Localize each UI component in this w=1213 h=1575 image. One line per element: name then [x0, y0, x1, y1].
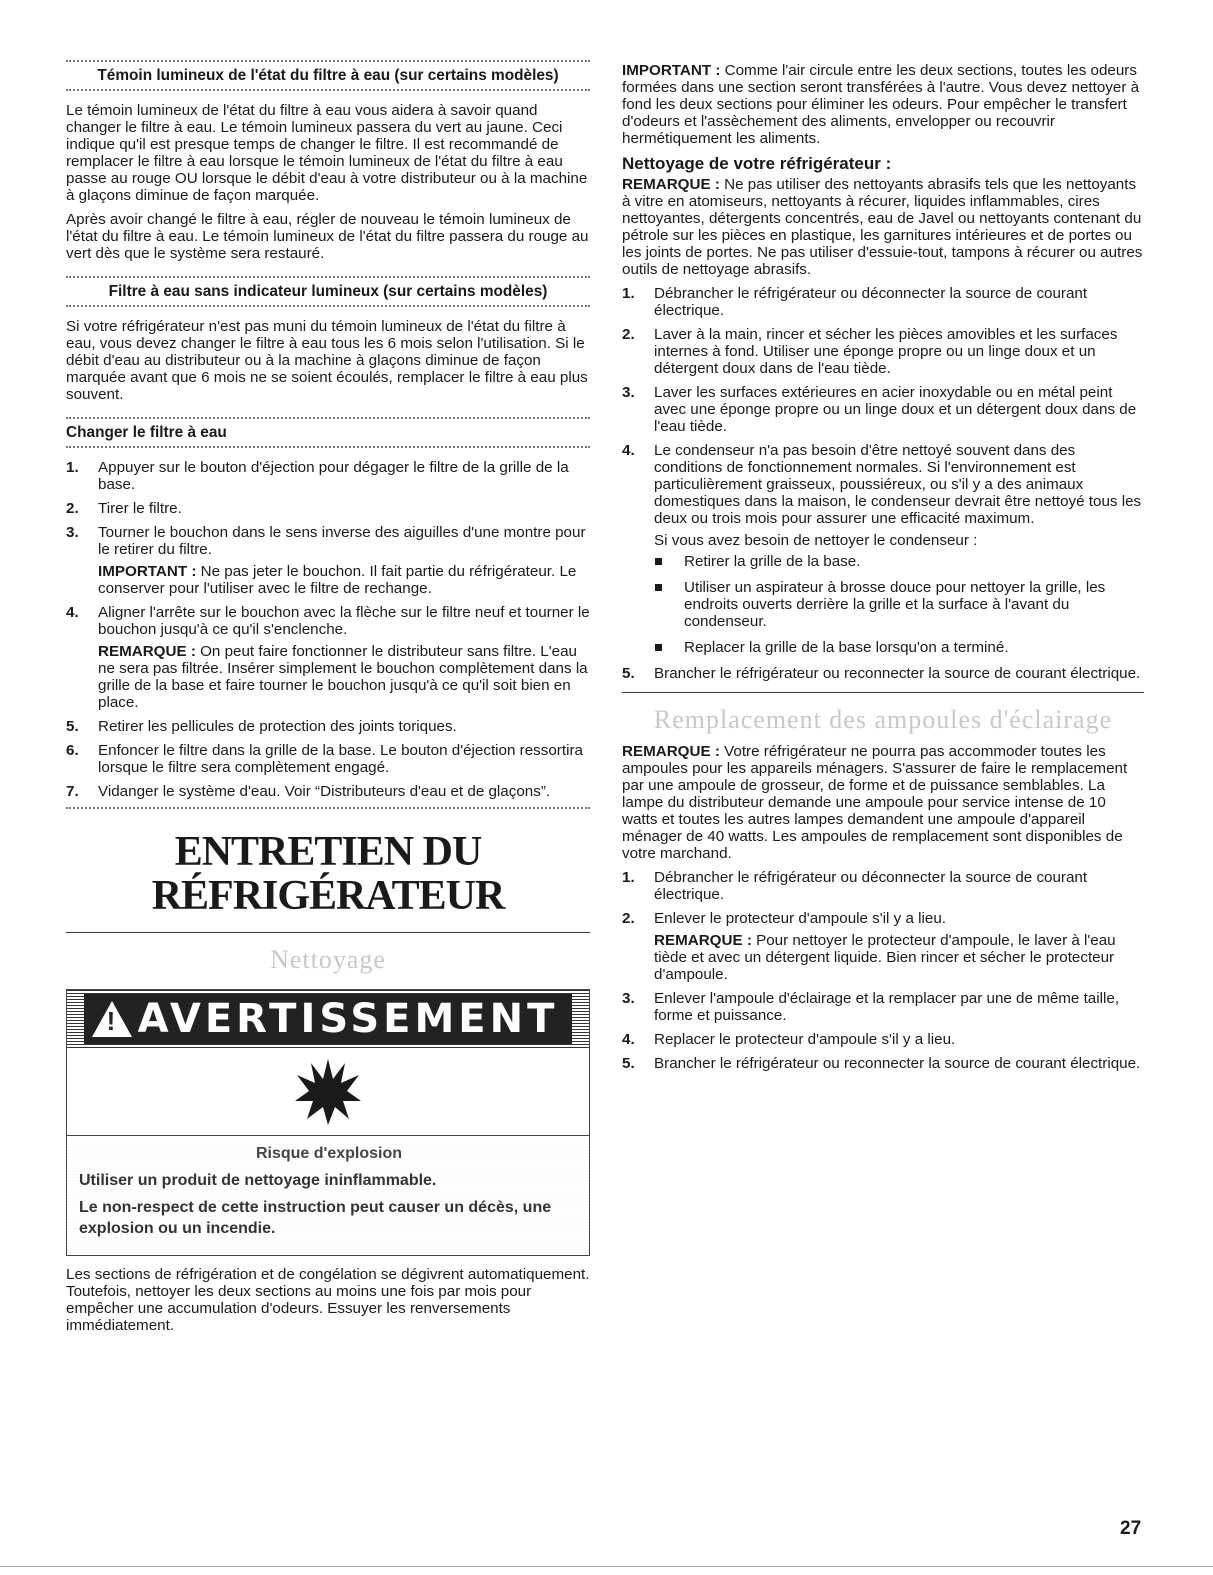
list-item — [66, 718, 590, 735]
warning-banner-text: AVERTISSEMENT — [137, 996, 559, 1042]
step-number: 4. — [622, 442, 635, 459]
divider — [622, 692, 1144, 693]
step-text: Tirer le filtre. — [98, 500, 182, 517]
list-item — [622, 869, 1144, 903]
step-text: Brancher le réfrigérateur ou reconnecter la source de courant électrique. — [654, 665, 1141, 682]
step-number: 7. — [66, 783, 79, 800]
step-number: 2. — [622, 910, 635, 927]
step-sub: Si vous avez besoin de nettoyer le condenseur : — [654, 532, 978, 549]
section-sans-indicateur — [66, 276, 590, 403]
step-number: 5. — [622, 665, 635, 682]
paragraph: Les sections de réfrigération et de congélation se dégivrent automatiquement. Toutefois, nettoyer les deux sections au moins une fois par mois pour empêcher une accumulation d'odeurs. Essuyer les renversements immédiatement. — [66, 1266, 590, 1334]
title-line-2: RÉFRIGÉRATEUR — [151, 873, 505, 919]
note-label: IMPORTANT : — [98, 563, 197, 580]
bullet-item: Retirer la grille de la base. — [654, 553, 1144, 570]
page-number: 27 — [1120, 1518, 1142, 1539]
section-changer — [66, 417, 590, 810]
step-text: Débrancher le réfrigérateur ou déconnecter la source de courant électrique. — [654, 285, 1088, 319]
ampoules-steps — [622, 869, 1144, 1072]
paragraph: Si votre réfrigérateur n'est pas muni du témoin lumineux de l'état du filtre à eau, vous devez changer le filtre à eau tous les 6 mois selon l'utilisation. Si le débit d'eau au distributeur ou à la machine à glaçons diminue de façon marquée avant que 6 mois ne se soient écoulés, remplacer le filtre à eau plus souvent. — [66, 318, 588, 403]
paragraph — [622, 62, 1144, 147]
changer-steps — [66, 459, 590, 800]
divider — [66, 305, 590, 308]
changer-heading: Changer le filtre à eau — [66, 424, 227, 441]
remarque-label: REMARQUE : — [622, 743, 720, 760]
step-number: 5. — [622, 1055, 635, 1072]
important-text: Comme l'air circule entre les deux sections, toutes les odeurs formées dans une section seront transférées à l'autre. Vous devez nettoyer à fond les deux sections pour éliminer les odeurs. Pour empêcher le transfert d'odeurs et l'assèchement des aliments, envelopper ou recouvrir hermétiquement les aliments. — [622, 62, 1140, 147]
list-item — [622, 1031, 1144, 1048]
list-item — [66, 783, 590, 800]
bullet-item: Utiliser un aspirateur à brosse douce pour nettoyer la grille, les endroits ouverts derrière la grille et la surface à l'avant du condenseur. — [654, 579, 1144, 630]
paragraph — [622, 743, 1144, 862]
paragraph: Après avoir changé le filtre à eau, régler de nouveau le témoin lumineux de l'état du filtre à eau. Le témoin lumineux de l'état du filtre passera du rouge au vert dès que le système sera restauré. — [66, 211, 589, 262]
list-item — [66, 500, 590, 517]
step-number: 5. — [66, 718, 79, 735]
step-text: Retirer les pellicules de protection des joints toriques. — [98, 718, 457, 735]
step-number: 4. — [66, 604, 79, 621]
step-text: Le condenseur n'a pas besoin d'être nettoyé souvent dans des conditions de fonctionnement normales. Si l'environnement est particulièrement graisseux, poussiéreux, ou s'il y a des animaux domestiques dans la maison, le condenseur devrait être nettoyé tous les deux ou trois mois pour assurer une efficacité maximum. — [654, 442, 1142, 527]
condenseur-bullets — [654, 553, 1144, 656]
section-temoin — [66, 60, 590, 262]
step-number: 6. — [66, 742, 79, 759]
step-number: 3. — [622, 384, 635, 401]
step-text: Brancher le réfrigérateur ou reconnecter la source de courant électrique. — [654, 1055, 1141, 1072]
step-text: Enlever le protecteur d'ampoule s'il y a lieu. — [654, 910, 946, 927]
warning-body — [67, 1136, 589, 1255]
warning-banner-inner — [84, 994, 573, 1044]
nettoyage-title: Nettoyage — [270, 945, 386, 974]
section-title — [66, 830, 590, 918]
remarque-label: REMARQUE : — [622, 176, 720, 193]
step-text: Laver à la main, rincer et sécher les pièces amovibles et les surfaces internes à fond. Utiliser une éponge propre ou un linge doux et un détergent doux dans de l'eau tiède. — [654, 326, 1118, 377]
remarque-text: Ne pas utiliser des nettoyants abrasifs tels que les nettoyants à vitre en atomiseurs, nettoyants à récurer, liquides inflammables, cires nettoyantes, détergents concentrés, eau de Javel ou nettoyants contenant du pétrole sur les pièces en plastique, les garnitures intérieures et de portes ou les joints de portes. Ne pas utiliser d'essuie-tout, tampons à récurer ou autres outils de nettoyage abrasifs. — [622, 176, 1143, 278]
list-item — [622, 910, 1144, 983]
temoin-heading: Témoin lumineux de l'état du filtre à eau (sur certains modèles) — [97, 67, 559, 84]
step-text: Laver les surfaces extérieures en acier inoxydable ou en métal peint avec une éponge propre ou un linge doux et un détergent doux dans de l'eau tiède. — [654, 384, 1137, 435]
divider — [66, 807, 590, 810]
list-item — [622, 665, 1144, 682]
list-item — [66, 459, 590, 493]
left-column — [66, 60, 590, 1341]
step-text: Aligner l'arrête sur le bouchon avec la flèche sur le filtre neuf et tourner le bouchon jusqu'à ce qu'il s'enclenche. — [98, 604, 590, 638]
warning-title: Risque d'explosion — [255, 1145, 403, 1162]
right-column — [622, 62, 1144, 1079]
remarque-text: Votre réfrigérateur ne pourra pas accommoder toutes les ampoules pour les appareils ménagers. S'assurer de faire le remplacement par une ampoule de grosseur, de forme et de puissance semblables. La lampe du distributeur demande une ampoule pour service intense de 10 watts et toutes les autres lampes demandent une ampoule d'appareil ménager de 40 watts. Les ampoules de remplacement sont disponibles de votre marchand. — [622, 743, 1128, 862]
note-label: REMARQUE : — [98, 643, 196, 660]
note-text: Ne pas jeter le bouchon. Il fait partie du réfrigérateur. Le conserver pour l'utiliser avec le filtre de rechange. — [98, 563, 577, 597]
warning-banner — [67, 990, 589, 1048]
important-label: IMPORTANT : — [622, 62, 721, 79]
explosion-icon — [67, 1048, 589, 1136]
step-text: Appuyer sur le bouton d'éjection pour dégager le filtre de la grille de la base. — [98, 459, 569, 493]
step-number: 4. — [622, 1031, 635, 1048]
list-item — [622, 326, 1144, 377]
divider — [66, 89, 590, 92]
list-item — [622, 285, 1144, 319]
sans-indicateur-heading: Filtre à eau sans indicateur lumineux (sur certains modèles) — [108, 283, 548, 300]
step-number: 1. — [622, 869, 635, 886]
warning-line: Le non-respect de cette instruction peut causer un décès, une explosion ou un incendie. — [79, 1199, 552, 1237]
step-text: Replacer le protecteur d'ampoule s'il y a lieu. — [654, 1031, 956, 1048]
note-text: On peut faire fonctionner le distributeur sans filtre. L'eau ne sera pas filtrée. Insérer simplement le bouchon complètement dans la grille de la base et faire tourner le bouchon jusqu'à ce qu'il soit bien en place. — [98, 643, 588, 711]
paragraph: Le témoin lumineux de l'état du filtre à eau vous aidera à savoir quand changer le filtre à eau. Le témoin lumineux passera du vert au jaune. Ceci indique qu'il est presque temps de changer le filtre. Il est recommandé de remplacer le filtre à eau lorsque le témoin lumineux de l'état du filtre à eau passe au rouge OU lorsque le débit d'eau à votre distributeur ou à la machine à glaçons diminue de façon marquée. — [66, 102, 588, 204]
step-text: Enlever l'ampoule d'éclairage et la remplacer par une de même taille, forme et puissance. — [654, 990, 1120, 1024]
step-number: 3. — [66, 524, 79, 541]
warning-line: Utiliser un produit de nettoyage ininflammable. — [79, 1172, 437, 1189]
list-item — [66, 524, 590, 597]
step-note — [98, 643, 590, 711]
list-item — [622, 442, 1144, 656]
warning-box — [66, 989, 590, 1256]
divider — [66, 932, 590, 933]
list-item — [66, 604, 590, 711]
step-number: 2. — [622, 326, 635, 343]
title-line-1: ENTRETIEN DU — [174, 829, 482, 875]
divider — [66, 446, 590, 449]
note-label: REMARQUE : — [654, 932, 752, 949]
warning-triangle-icon: ! — [92, 1001, 132, 1037]
bullet-item: Replacer la grille de la base lorsqu'on a terminé. — [654, 639, 1144, 656]
step-number: 1. — [66, 459, 79, 476]
nettoyage-heading: Nettoyage de votre réfrigérateur : — [622, 154, 892, 173]
nettoyage-steps — [622, 285, 1144, 682]
note-text: Pour nettoyer le protecteur d'ampoule, le laver à l'eau tiède et avec un détergent liquide. Bien rincer et sécher le protecteur d'ampoule. — [654, 932, 1116, 983]
ampoules-title: Remplacement des ampoules d'éclairage — [653, 705, 1113, 734]
step-text: Enfoncer le filtre dans la grille de la base. Le bouton d'éjection ressortira lorsque le filtre sera complètement engagé. — [98, 742, 583, 776]
step-number: 3. — [622, 990, 635, 1007]
list-item — [622, 990, 1144, 1024]
step-note — [98, 563, 590, 597]
step-text: Vidanger le système d'eau. Voir “Distributeurs d'eau et de glaçons”. — [98, 783, 551, 800]
step-number: 1. — [622, 285, 635, 302]
step-text: Débrancher le réfrigérateur ou déconnecter la source de courant électrique. — [654, 869, 1088, 903]
step-text: Tourner le bouchon dans le sens inverse des aiguilles d'une montre pour le retirer du filtre. — [98, 524, 586, 558]
step-number: 2. — [66, 500, 79, 517]
list-item — [622, 384, 1144, 435]
list-item — [622, 1055, 1144, 1072]
divider — [0, 1566, 1213, 1567]
paragraph — [622, 176, 1144, 278]
list-item — [66, 742, 590, 776]
step-note — [654, 932, 1144, 983]
